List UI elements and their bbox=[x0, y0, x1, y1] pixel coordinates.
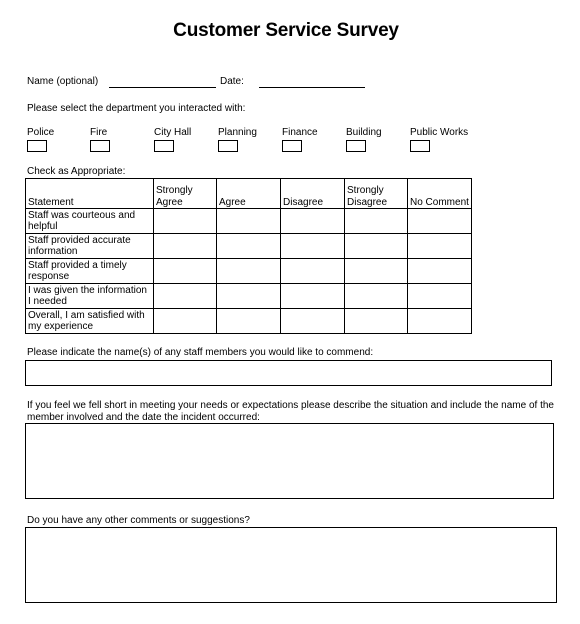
statement-text: Staff provided a timely response bbox=[26, 259, 154, 284]
rating-cell[interactable] bbox=[217, 309, 281, 334]
department-checkbox-building[interactable] bbox=[346, 140, 366, 152]
statement-text: Overall, I am satisfied with my experience bbox=[26, 309, 154, 334]
table-row bbox=[26, 284, 472, 309]
page-title: Customer Service Survey bbox=[173, 20, 399, 41]
department-checkbox-city-hall[interactable] bbox=[154, 140, 174, 152]
header-strongly-disagree: Strongly Disagree bbox=[345, 179, 408, 209]
rating-table bbox=[25, 178, 472, 334]
rating-cell[interactable] bbox=[154, 259, 217, 284]
department-label-city-hall: City Hall bbox=[154, 127, 192, 138]
rating-cell[interactable] bbox=[217, 259, 281, 284]
department-label-public-works: Public Works bbox=[410, 127, 469, 138]
department-label-planning: Planning bbox=[218, 127, 257, 138]
rating-cell[interactable] bbox=[408, 259, 472, 284]
header-disagree: Disagree bbox=[281, 179, 345, 209]
department-checkbox-public-works[interactable] bbox=[410, 140, 430, 152]
name-label: Name (optional) bbox=[27, 76, 99, 87]
rating-cell[interactable] bbox=[345, 284, 408, 309]
header-no-comment: No Comment bbox=[408, 179, 472, 209]
name-field[interactable] bbox=[109, 87, 216, 88]
department-checkbox-planning[interactable] bbox=[218, 140, 238, 152]
table-row bbox=[26, 309, 472, 334]
department-checkbox-finance[interactable] bbox=[282, 140, 302, 152]
department-checkbox-police[interactable] bbox=[27, 140, 47, 152]
department-label-building: Building bbox=[346, 127, 382, 138]
rating-cell[interactable] bbox=[408, 234, 472, 259]
rating-cell[interactable] bbox=[281, 284, 345, 309]
department-checkbox-fire[interactable] bbox=[90, 140, 110, 152]
rating-cell[interactable] bbox=[217, 234, 281, 259]
department-label-finance: Finance bbox=[282, 127, 318, 138]
rating-cell[interactable] bbox=[217, 284, 281, 309]
rating-cell[interactable] bbox=[281, 259, 345, 284]
statement-text: Staff provided accurate information bbox=[26, 234, 154, 259]
rating-cell[interactable] bbox=[154, 309, 217, 334]
rating-cell[interactable] bbox=[408, 284, 472, 309]
header-strongly-agree: Strongly Agree bbox=[154, 179, 217, 209]
commend-prompt: Please indicate the name(s) of any staff members you would like to commend: bbox=[27, 347, 374, 358]
rating-table-header bbox=[26, 179, 472, 209]
table-row bbox=[26, 259, 472, 284]
shortfall-prompt: If you feel we fell short in meeting your needs or expectations please describe the situation and include the name of the member involved and the date the incident occurred: bbox=[27, 400, 554, 423]
statement-text: Staff was courteous and helpful bbox=[26, 209, 154, 234]
rating-cell[interactable] bbox=[345, 209, 408, 234]
rating-cell[interactable] bbox=[281, 209, 345, 234]
shortfall-textbox[interactable] bbox=[25, 423, 554, 499]
rating-cell[interactable] bbox=[154, 234, 217, 259]
department-label-police: Police bbox=[27, 127, 55, 138]
rating-cell[interactable] bbox=[217, 209, 281, 234]
rating-cell[interactable] bbox=[281, 234, 345, 259]
date-label: Date: bbox=[220, 76, 244, 87]
rating-cell[interactable] bbox=[345, 309, 408, 334]
table-row bbox=[26, 209, 472, 234]
comments-prompt: Do you have any other comments or suggestions? bbox=[27, 515, 250, 526]
department-label-fire: Fire bbox=[90, 127, 108, 138]
department-prompt: Please select the department you interacted with: bbox=[27, 103, 246, 114]
comments-textbox[interactable] bbox=[25, 527, 557, 603]
commend-textbox[interactable] bbox=[25, 360, 552, 386]
header-statement: Statement bbox=[26, 179, 154, 209]
rating-cell[interactable] bbox=[281, 309, 345, 334]
rating-cell[interactable] bbox=[345, 259, 408, 284]
header-agree: Agree bbox=[217, 179, 281, 209]
check-appropriate-label: Check as Appropriate: bbox=[27, 166, 126, 177]
rating-cell[interactable] bbox=[408, 309, 472, 334]
rating-cell[interactable] bbox=[408, 209, 472, 234]
rating-cell[interactable] bbox=[345, 234, 408, 259]
date-field[interactable] bbox=[259, 87, 365, 88]
rating-cell[interactable] bbox=[154, 284, 217, 309]
statement-text: I was given the information I needed bbox=[26, 284, 154, 309]
table-row bbox=[26, 234, 472, 259]
rating-cell[interactable] bbox=[154, 209, 217, 234]
